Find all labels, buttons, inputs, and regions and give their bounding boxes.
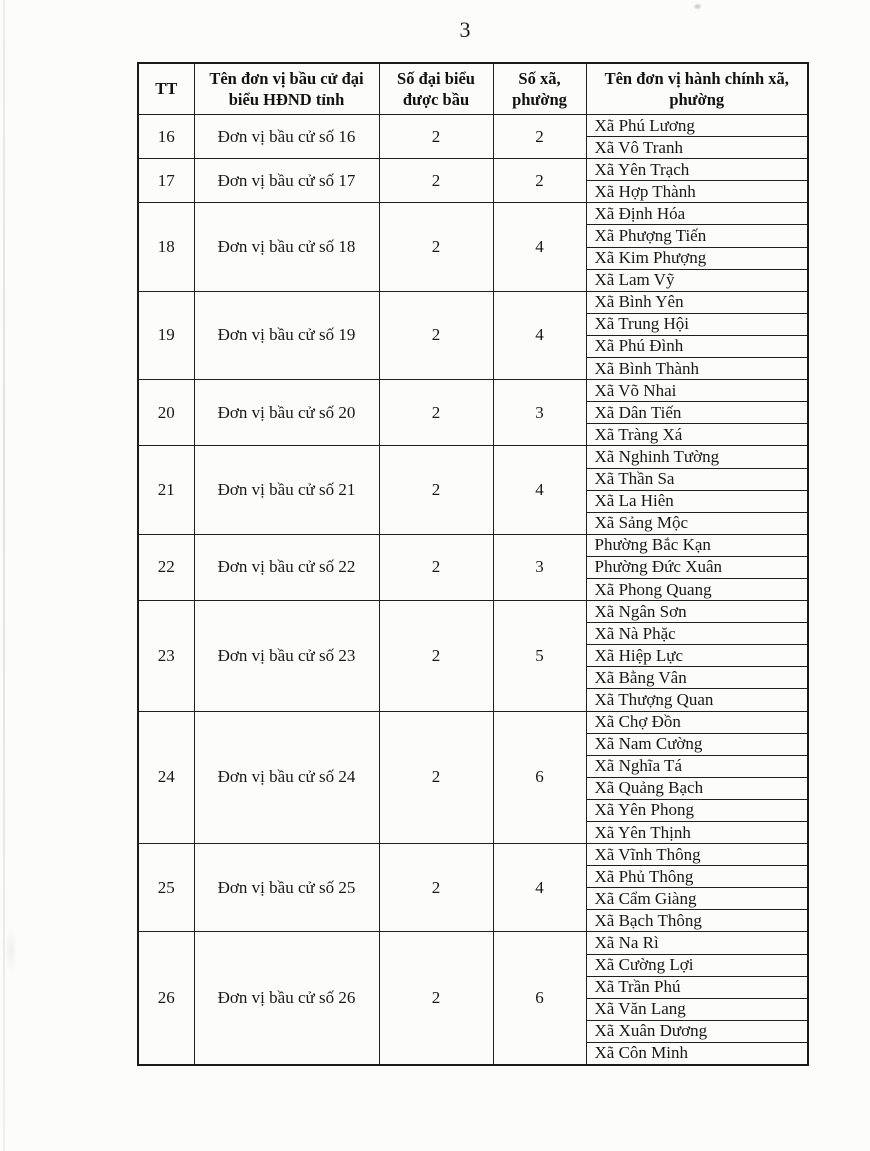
cell-delegates-count: 2	[379, 203, 493, 291]
cell-commune-name: Xã Ngân Sơn	[586, 601, 808, 623]
cell-commune-name: Xã Định Hóa	[586, 203, 808, 225]
cell-commune-name: Xã Lam Vỹ	[586, 269, 808, 291]
cell-commune-name: Xã Bình Yên	[586, 291, 808, 313]
cell-commune-name: Xã Na Rì	[586, 932, 808, 954]
cell-unit-name: Đơn vị bầu cử số 18	[194, 203, 379, 291]
cell-commune-name: Xã Nghinh Tường	[586, 446, 808, 468]
cell-commune-name: Xã Quảng Bạch	[586, 777, 808, 799]
cell-commune-name: Xã Phú Đình	[586, 335, 808, 357]
cell-commune-name: Xã Trần Phú	[586, 976, 808, 998]
cell-commune-name: Phường Bắc Kạn	[586, 534, 808, 556]
cell-communes-count: 3	[493, 380, 586, 446]
page-number: 3	[459, 17, 471, 42]
cell-commune-name: Xã Vô Tranh	[586, 137, 808, 159]
table-body	[138, 115, 808, 1066]
cell-commune-name: Xã Dân Tiến	[586, 402, 808, 424]
cell-tt: 21	[138, 446, 194, 534]
cell-tt: 18	[138, 203, 194, 291]
cell-delegates-count: 2	[379, 291, 493, 379]
cell-unit-name: Đơn vị bầu cử số 22	[194, 534, 379, 600]
cell-delegates-count: 2	[379, 380, 493, 446]
cell-commune-name: Xã Võ Nhai	[586, 380, 808, 402]
scan-artifact	[693, 3, 702, 10]
cell-commune-name: Xã Cường Lợi	[586, 954, 808, 976]
header-row	[138, 63, 808, 115]
table-row	[138, 291, 808, 313]
table-row	[138, 932, 808, 954]
cell-commune-name: Xã Phong Quang	[586, 578, 808, 600]
column-header-unit-name: Tên đơn vị bầu cử đại biểu HĐND tỉnh	[194, 63, 379, 115]
cell-unit-name: Đơn vị bầu cử số 19	[194, 291, 379, 379]
cell-communes-count: 6	[493, 932, 586, 1065]
cell-commune-name: Xã Trung Hội	[586, 313, 808, 335]
cell-commune-name: Xã La Hiên	[586, 490, 808, 512]
cell-delegates-count: 2	[379, 534, 493, 600]
cell-unit-name: Đơn vị bầu cử số 23	[194, 601, 379, 711]
cell-commune-name: Phường Đức Xuân	[586, 556, 808, 578]
cell-unit-name: Đơn vị bầu cử số 16	[194, 115, 379, 159]
cell-communes-count: 4	[493, 203, 586, 291]
cell-tt: 17	[138, 159, 194, 203]
cell-commune-name: Xã Văn Lang	[586, 998, 808, 1020]
cell-delegates-count: 2	[379, 601, 493, 711]
cell-commune-name: Xã Bình Thành	[586, 358, 808, 380]
cell-commune-name: Xã Yên Thịnh	[586, 822, 808, 844]
cell-tt: 20	[138, 380, 194, 446]
cell-tt: 25	[138, 844, 194, 932]
cell-unit-name: Đơn vị bầu cử số 25	[194, 844, 379, 932]
cell-communes-count: 4	[493, 844, 586, 932]
cell-commune-name: Xã Kim Phượng	[586, 247, 808, 269]
cell-commune-name: Xã Yên Trạch	[586, 159, 808, 181]
table-row	[138, 711, 808, 733]
cell-tt: 24	[138, 711, 194, 844]
cell-delegates-count: 2	[379, 115, 493, 159]
column-header-delegates: Số đại biểu được bầu	[379, 63, 493, 115]
cell-commune-name: Xã Phú Lương	[586, 115, 808, 137]
cell-communes-count: 5	[493, 601, 586, 711]
table-row	[138, 844, 808, 866]
column-header-admin-units: Tên đơn vị hành chính xã, phường	[586, 63, 808, 115]
cell-unit-name: Đơn vị bầu cử số 17	[194, 159, 379, 203]
cell-delegates-count: 2	[379, 844, 493, 932]
cell-tt: 16	[138, 115, 194, 159]
election-units-table	[137, 62, 809, 1066]
cell-commune-name: Xã Phượng Tiến	[586, 225, 808, 247]
table-row	[138, 534, 808, 556]
cell-commune-name: Xã Hợp Thành	[586, 181, 808, 203]
cell-commune-name: Xã Vĩnh Thông	[586, 844, 808, 866]
cell-commune-name: Xã Thượng Quan	[586, 689, 808, 711]
table-row	[138, 159, 808, 181]
column-header-tt: TT	[138, 63, 194, 115]
cell-communes-count: 2	[493, 115, 586, 159]
cell-unit-name: Đơn vị bầu cử số 21	[194, 446, 379, 534]
cell-communes-count: 3	[493, 534, 586, 600]
cell-communes-count: 4	[493, 291, 586, 379]
cell-commune-name: Xã Nghĩa Tá	[586, 755, 808, 777]
cell-commune-name: Xã Tràng Xá	[586, 424, 808, 446]
cell-tt: 22	[138, 534, 194, 600]
cell-commune-name: Xã Phủ Thông	[586, 866, 808, 888]
cell-commune-name: Xã Yên Phong	[586, 799, 808, 821]
cell-unit-name: Đơn vị bầu cử số 20	[194, 380, 379, 446]
cell-commune-name: Xã Nà Phặc	[586, 623, 808, 645]
table-row	[138, 380, 808, 402]
cell-delegates-count: 2	[379, 159, 493, 203]
cell-commune-name: Xã Sảng Mộc	[586, 512, 808, 534]
cell-delegates-count: 2	[379, 932, 493, 1065]
cell-tt: 23	[138, 601, 194, 711]
cell-unit-name: Đơn vị bầu cử số 26	[194, 932, 379, 1065]
cell-communes-count: 6	[493, 711, 586, 844]
cell-tt: 26	[138, 932, 194, 1065]
table-row	[138, 601, 808, 623]
table-header	[138, 63, 808, 115]
cell-commune-name: Xã Côn Minh	[586, 1042, 808, 1065]
cell-delegates-count: 2	[379, 711, 493, 844]
column-header-communes-count: Số xã, phường	[493, 63, 586, 115]
cell-communes-count: 4	[493, 446, 586, 534]
cell-unit-name: Đơn vị bầu cử số 24	[194, 711, 379, 844]
table-row	[138, 115, 808, 137]
cell-tt: 19	[138, 291, 194, 379]
cell-commune-name: Xã Chợ Đồn	[586, 711, 808, 733]
cell-commune-name: Xã Bằng Vân	[586, 667, 808, 689]
cell-commune-name: Xã Hiệp Lực	[586, 645, 808, 667]
cell-commune-name: Xã Thần Sa	[586, 468, 808, 490]
cell-delegates-count: 2	[379, 446, 493, 534]
scan-smudge	[5, 928, 17, 972]
table-row	[138, 203, 808, 225]
cell-commune-name: Xã Cẩm Giàng	[586, 888, 808, 910]
scan-edge-line	[3, 0, 5, 1151]
cell-commune-name: Xã Nam Cường	[586, 733, 808, 755]
table-row	[138, 446, 808, 468]
cell-commune-name: Xã Xuân Dương	[586, 1020, 808, 1042]
cell-communes-count: 2	[493, 159, 586, 203]
cell-commune-name: Xã Bạch Thông	[586, 910, 808, 932]
